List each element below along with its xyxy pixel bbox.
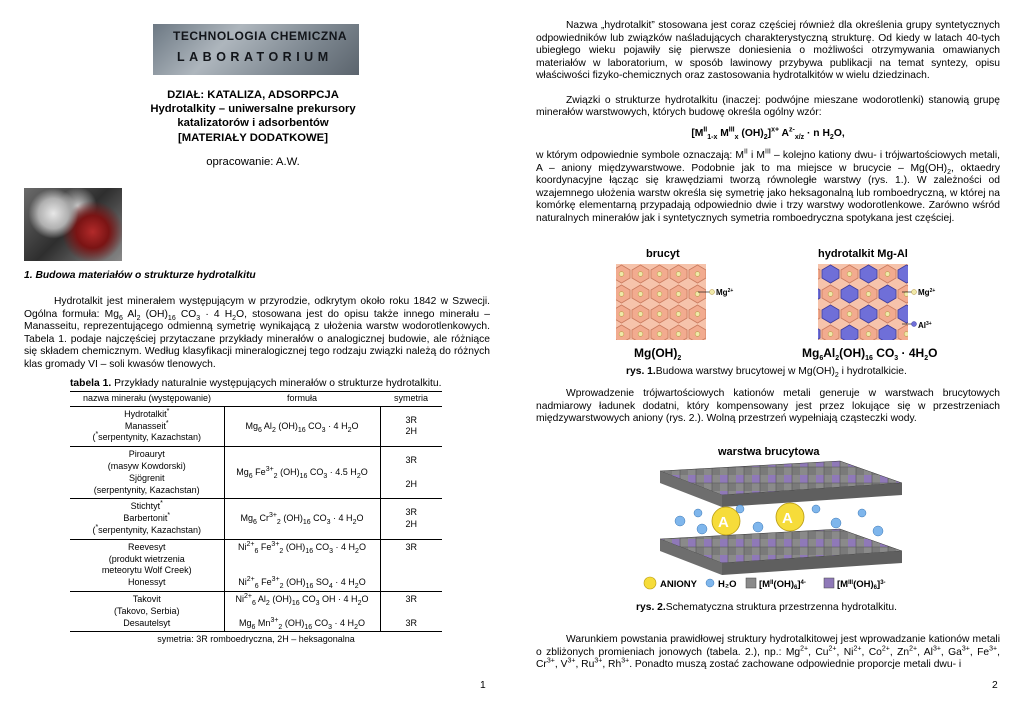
fig1-formula-brucite: Mg(OH) bbox=[634, 346, 678, 360]
paragraph: Warunkiem powstania prawidłowej struktury hydrotalkitowej jest wprowadzanie kationów metali o zbliżonych promieniach jonowych (tabela. 2.), np.: $Mg^{2+}$, $Cu^{2+}$, $Ni^{2+}$, $Co^{2+}$, $Zn^{2+}$, $Al^{3+}$, $Ga^{3+}$, $Fe^{3+}$, $Cr^{3+}$, $V^{3+}$, $Ru^{3+}$, $Rh^{3+}$. Ponadto muszą zostać zachowane odpowiednie proporcje metali dwu- i bbox=[536, 634, 1001, 670]
paragraph: Wprowadzenie trójwartościowych kationów metali generuje w warstwach brucytowych nadmiarowy ładunek dodatni, który kompensowany jest przez lokujące się w przestrzeniach międzywarstwowych aniony (rys. 2.). Wolną przestrzeń wypełniają cząsteczki wody. bbox=[536, 388, 1000, 424]
brucite-hydrotalcite-figure bbox=[612, 244, 948, 366]
document-title bbox=[108, 88, 398, 145]
svg-text:[MII(OH)6]4-: $[M^{II}(OH)_6]^{4-}$ bbox=[759, 579, 806, 591]
author: opracowanie: A.W. bbox=[206, 156, 300, 168]
mg-label: Mg bbox=[716, 288, 728, 297]
anion-legend-label: ANIONY bbox=[660, 579, 697, 590]
svg-text:A: A bbox=[718, 514, 729, 531]
right-column bbox=[536, 20, 1000, 225]
logo bbox=[153, 24, 359, 75]
hydrotalcite-layer bbox=[818, 264, 908, 340]
paragraph: Hydrotalkit jest minerałem występującym w przyrodzie, odkrytym około roku 1842 w Szwecji. Ogólna formuła: $Mg_6$ $Al_2$ $(OH)_{16}$ $CO_3 \cdot 4$ $H_2O$, stosowana jest do opisu także innego minerału – Manasseitu, reprezentującego odmienną symetrię wynikającą z ułożenia warstw wodorotlenkowych. Tabela 1. podaje najczęściej przytaczane przykłady minerałów o analogicznej budowie, ale różniące się składem chemicznym. Według klasyfikacji mineralogicznej tego rodzaju związki należą do różnych klas gromady VI – soli kwasów tlenowych. bbox=[24, 296, 490, 370]
title-line: Hydrotalkity – uniwersalne prekursory bbox=[150, 103, 356, 116]
logo-line2: LABORATORIUM bbox=[177, 50, 333, 64]
water-legend-label: H₂O bbox=[718, 579, 737, 590]
table-footnote: symetria: 3R romboedryczna, 2H – heksagonalna bbox=[70, 632, 442, 648]
table-row: Reevesyt (produkt wietrzenia meteorytu Wolf Creek) Honessyt $Ni^{2+}_6$ $Fe^{3+}_2$ $(OH)_{16}$ $CO_3 \cdot 4$ $H_2O$ $Ni^{2+}_6$ $Fe^{3+}_2$ $(OH)_{16}$ $SO_4 \cdot 4$ $H_2O$ 3R bbox=[70, 539, 442, 591]
column-header: formuła bbox=[224, 392, 380, 407]
fig2-title: warstwa brucytowa bbox=[718, 446, 820, 458]
column-header: symetria bbox=[380, 392, 442, 407]
title-line: katalizatorów i adsorbentów bbox=[177, 117, 329, 130]
table-row: Hydrotalkit* Manasseit* (*serpentynity, Kazachstan) $Mg_6$ $Al_2$ $(OH)_{16}$ $CO_3 \cdot 4$ $H_2O$ 3R 2H bbox=[70, 406, 442, 446]
table-row: Takovit (Takovo, Serbia) Desautelsyt $Ni^{2+}_6$ $Al_2$ $(OH)_{16}$ $CO_3$ OH · 4 $H_2O$ $Mg_6$ $Mn^{3+}_2$ $(OH)_{16}$ $CO_3 \cdot 4$ $H_2O$ 3R 3R bbox=[70, 591, 442, 631]
fig1-formula-hydrotalcite: $Mg_6Al_2(OH)_{16}$ $CO_3 \cdot 4H_2O$ bbox=[802, 346, 938, 362]
mineral-photo bbox=[24, 188, 122, 261]
brucite-layer bbox=[616, 264, 706, 340]
page-number: 2 bbox=[992, 680, 998, 691]
svg-text:Mg2+: $Mg^{2+}$ bbox=[918, 288, 936, 297]
table-row: Piroauryt (masyw Kowdorski) Sjögrenit (serpentynity, Kazachstan) $Mg_6$ $Fe^{3+}_2$ $(OH)_{16}$ $CO_3 \cdot 4.5$ $H_2O$ 3R 2H bbox=[70, 447, 442, 499]
table-caption: tabela 1. Przykłady naturalnie występujących minerałów o strukturze hydrotalkitu. bbox=[70, 378, 442, 389]
minerals-table bbox=[70, 391, 442, 648]
fig1-title-brucite: brucyt bbox=[646, 248, 680, 260]
page-number: 1 bbox=[480, 680, 486, 691]
paragraph: Nazwa „hydrotalkit” stosowana jest coraz częściej również dla określenia grupy syntetycznych odpowiedników lub związków naśladujących charakterystyczną strukturę. Od kiedy w latach 40-tych ubiegłego wieku pojawiły się pierwsze doniesienia o możliwości otrzymywania omawianych materiałów w laboratorium, w sposób lawinowy przybywa publikacji na temat syntezy, opisu właściwości fizyko-chemicznych oraz zastosowania hydrotalkitów w wielu dziedzinach. bbox=[536, 20, 1000, 81]
table-row: Stichtyt* Barbertonit* (*serpentynity, Kazachstan) $Mg_6$ $Cr^{3+}_2$ $(OH)_{16}$ $CO_3 \cdot 4$ $H_2O$ 3R 2H bbox=[70, 499, 442, 539]
svg-text:Mg2+: $Mg^{2+}$ bbox=[716, 288, 734, 297]
svg-text:Al3+: $Al^{3+}$ bbox=[918, 321, 932, 330]
svg-text:[MIII(OH)6]3-: $[M^{III}(OH)_6]^{3-}$ bbox=[837, 579, 886, 591]
hydrotalcite-3d-figure bbox=[640, 443, 910, 601]
fig1-title-hydrotalcite: hydrotalkit Mg-Al bbox=[818, 248, 908, 260]
paragraph: w którym odpowiednie symbole oznaczają: $M^{II}$ i $M^{III}$ – kolejno kationy dwu- i trójwartościowych metali, A – aniony międzywarstwowe. Podobnie jak to ma miejsce w brucycie – $Mg(OH)_2$, oktaedry koordynacyjne łącząc się krawędziami tworzą równoległe warstwy (rys. 1.). W zależności od wzajemnego ułożenia warstw określa się symetrię jako heksagonalną lub romboedryczną, w której na komórkę elementarną przypadają odpowiednio dwie i trzy warstwy wodorotlenkowe. Zarówno wśród naturalnych minerałów jak i syntetycznych symetria romboedryczna spotykana jest częściej. bbox=[536, 148, 1000, 224]
general-formula: [$M^{II}_{1-x}$ $M^{III}_x$ $(OH)_2]^{x+}$ $A^{z-}_{x/z} \cdot n$ $H_2O$, bbox=[691, 126, 845, 141]
title-line: [MATERIAŁY DODATKOWE] bbox=[178, 131, 328, 144]
svg-text:Mg(OH)2: $Mg(OH)_2$ bbox=[634, 346, 682, 362]
figure-caption: rys. 2.Schematyczna struktura przestrzenna hydrotalkitu. bbox=[636, 602, 897, 613]
title-line: DZIAŁ: KATALIZA, ADSORPCJA bbox=[167, 89, 339, 101]
figure-caption: rys. 1.Budowa warstwy brucytowej w $Mg(OH)_2$ i hydrotalkicie. bbox=[626, 366, 907, 380]
column-header: nazwa minerału (występowanie) bbox=[70, 392, 224, 407]
paragraph: Związki o strukturze hydrotalkitu (inaczej: podwójne mieszane wodorotlenki) stanowią grupę minerałów warstwowych, których budowę określa ogólny wzór: bbox=[536, 94, 1000, 118]
al-label: Al bbox=[918, 321, 926, 330]
section-heading: 1. Budowa materiałów o strukturze hydrotalkitu bbox=[24, 270, 256, 281]
svg-text:A: A bbox=[782, 510, 793, 527]
mg-label: Mg bbox=[918, 288, 930, 297]
logo-line1: TECHNOLOGIA CHEMICZNA bbox=[173, 29, 348, 43]
